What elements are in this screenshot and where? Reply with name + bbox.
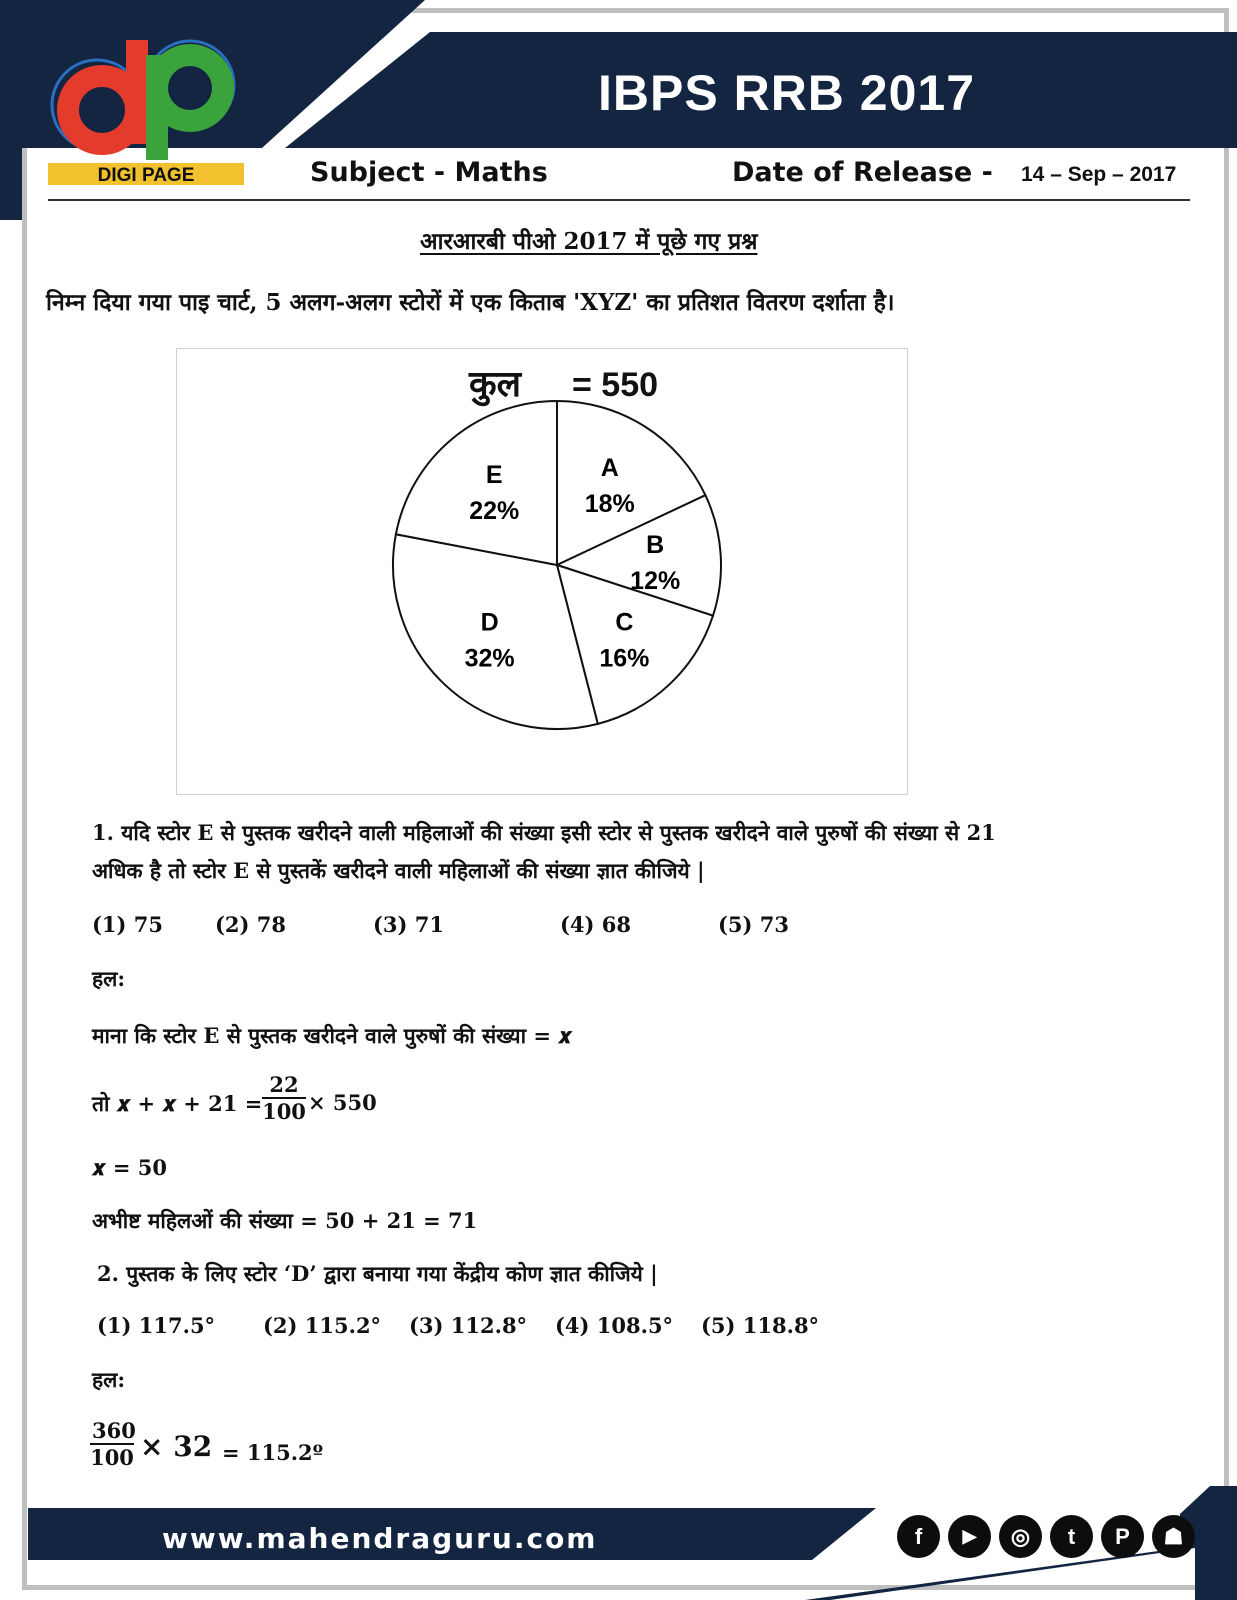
twitter-icon[interactable]: t [1050,1515,1093,1558]
section-heading: आरआरबी पीओ 2017 में पूछे गए प्रश्न [420,228,758,255]
q1-solution-line2-suffix: × 550 [308,1090,377,1115]
q2-option-5: (5) 118.8° [701,1313,820,1338]
q1-option-3: (3) 71 [373,912,445,937]
q1-text-line1: 1. यदि स्टोर E से पुस्तक खरीदने वाली महिलाओं की संख्या इसी स्टोर से पुस्तक खरीदने वाले पुरुषों की संख्या से 21 [92,820,996,845]
exam-title: IBPS RRB 2017 [598,65,976,121]
q2-solution-label: हल: [92,1367,126,1392]
chart-title-value: = 550 [572,366,659,404]
q1-fraction [262,1072,306,1124]
q1-solution-line1: माना कि स्टोर E से पुस्तक खरीदने वाले पुरुषों की संख्या = 𝒙 [92,1023,572,1048]
q1-solution-line3: 𝒙 = 50 [92,1155,167,1180]
pie-value-b: 12% [630,566,681,595]
pie-value-d: 32% [464,644,515,673]
android-icon[interactable]: ☗ [1152,1515,1195,1558]
q2-solution-times: × 32 [140,1430,213,1463]
q1-solution-line4: अभीष्ट महिलओं की संख्या = 50 + 21 = 71 [92,1208,478,1233]
pie-label-c: C [615,608,634,637]
q1-solution-line2-prefix: तो 𝒙 + 𝒙 + 21 = [92,1091,263,1116]
logo-banner-text: DIGI PAGE [97,165,195,186]
q2-option-4: (4) 108.5° [555,1313,674,1338]
q1-option-4: (4) 68 [560,912,632,937]
pie-label-b: B [646,530,665,559]
q2-fraction-numerator: 360 [92,1418,136,1443]
youtube-icon[interactable]: ▶ [948,1515,991,1558]
pie-value-a: 18% [584,489,635,518]
pie-value-c: 16% [599,644,650,673]
q2-text: 2. पुस्तक के लिए स्टोर ‘D’ द्वारा बनाया गया केंद्रीय कोण ज्ञात कीजिये | [97,1261,658,1286]
digi-page-logo [42,30,252,190]
chart-title-word: कुल [469,363,522,404]
instagram-icon[interactable]: ◎ [999,1515,1042,1558]
q1-solution-label: हल: [92,966,126,991]
pie-value-e: 22% [469,497,520,526]
pie-label-d: D [480,608,499,637]
q1-option-2: (2) 78 [215,912,287,937]
q2-option-3: (3) 112.8° [409,1313,528,1338]
q2-option-2: (2) 115.2° [263,1313,382,1338]
q1-option-1: (1) 75 [92,912,164,937]
q1-text-line2: अधिक है तो स्टोर E से पुस्तकें खरीदने वाली महिलाओं की संख्या ज्ञात कीजिये | [92,858,705,883]
release-date: 14 – Sep – 2017 [1021,163,1177,186]
q1-fraction-numerator: 22 [262,1072,306,1099]
release-label: Date of Release - [732,157,993,188]
facebook-icon[interactable]: f [897,1515,940,1558]
q1-fraction-denominator: 100 [262,1099,306,1124]
pie-label-a: A [600,453,619,482]
intro-text: निम्न दिया गया पाइ चार्ट, 5 अलग-अलग स्टोरों में एक किताब 'XYZ' का प्रतिशत वितरण दर्शाता है। [46,289,895,316]
q2-fraction-denominator: 100 [90,1445,134,1470]
pie-chart-box [176,348,908,795]
website-url[interactable]: www.mahendraguru.com [162,1522,598,1555]
subject-label: Subject - Maths [310,157,548,188]
pinterest-icon[interactable]: P [1101,1515,1144,1558]
pie-label-e: E [485,461,503,490]
pie-chart [177,349,907,794]
header-divider [48,199,1190,201]
q2-fraction [90,1418,134,1470]
q2-option-1: (1) 117.5° [97,1313,216,1338]
q1-option-5: (5) 73 [718,912,790,937]
q2-solution-result: = 115.2º [222,1440,324,1465]
